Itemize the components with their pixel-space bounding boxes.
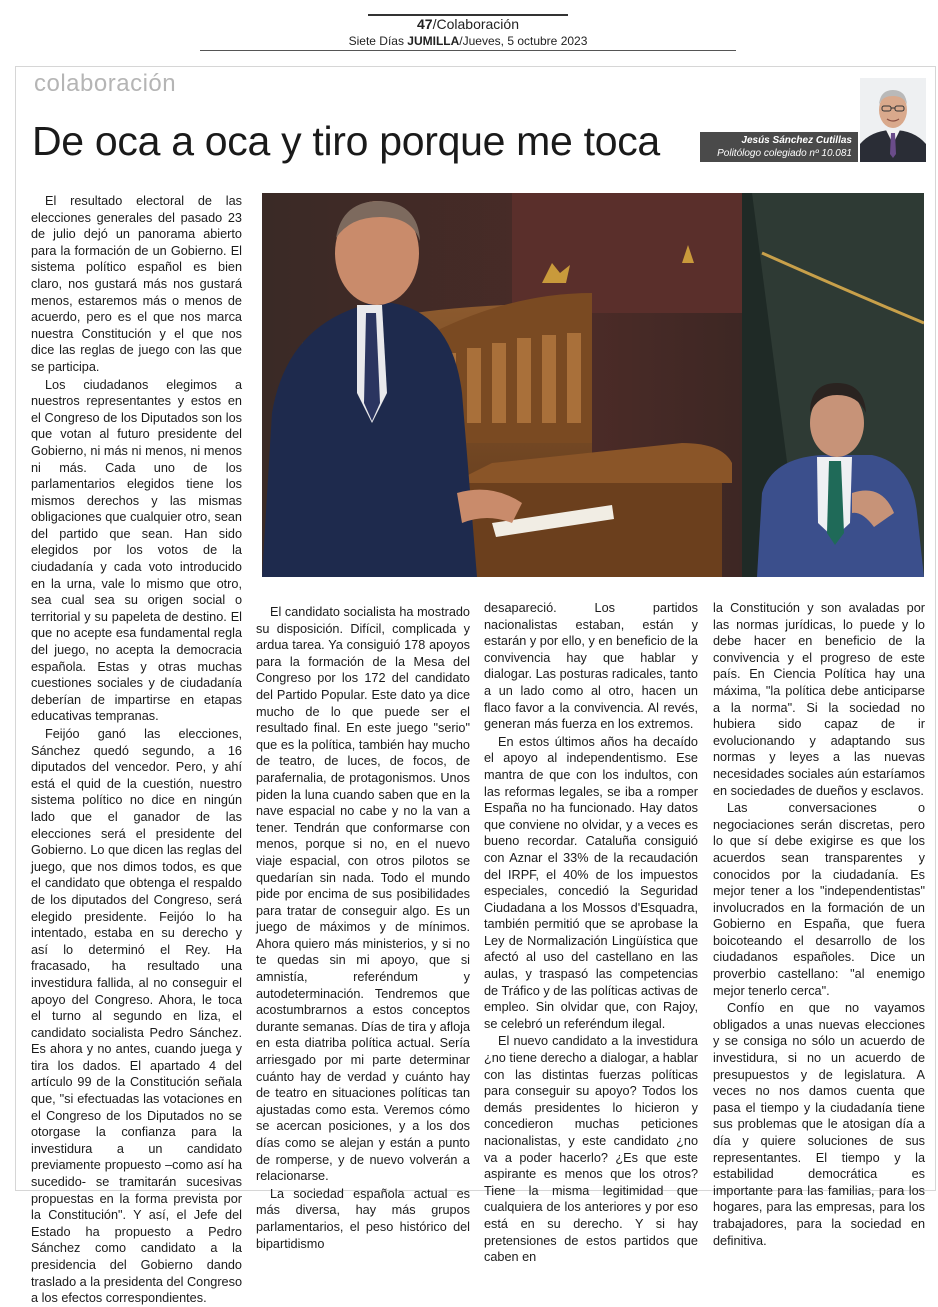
- section-name: /Colaboración: [432, 16, 519, 32]
- paragraph: la Constitución y son avaladas por las normas jurídicas, lo puede y lo debe hacer en beneficio de la convivencia y el progreso de este país. En Ciencia Política hay una máxima, "la política debe anticiparse a la norma". Si la sociedad no hubiera sido capaz de ir evolucionando y adaptando sus normas y leyes a las nuevas necesidades sociales aún estaríamos en sociedades de dueños y esclavos.: [713, 601, 925, 798]
- paragraph: En estos últimos años ha decaído el apoyo al independentismo. Ese mantra de que con los indultos, con las reformas legales, se iba a romper España no ha funcionado. Hay datos que conviene no olvidar, y a veces es bueno recordar. Cataluña consiguió con Aznar el 33% de la recaudación del IRPF, el 40% de los impuestos especiales, concedió la Seguridad Ciudadana a los Mossos d'Esquadra, también permitió que se aprobase la Ley de Normalización Lingüística que afectó al uso del castellano en las aulas, y traspasó las competencias de Tráfico y de las políticas activas de empleo. Sin olvidar que, con Rajoy, se celebró un referéndum ilegal.: [484, 734, 698, 1031]
- headline: De oca a oca y tiro porque me toca: [32, 118, 660, 164]
- paragraph: El resultado electoral de las elecciones generales del pasado 23 de julio dejó un panorama abierto para la formación de un Gobierno. El sistema político español es bien claro, nos gustará más nos gustará menos, estaremos más o menos de acuerdo, pero es el que nos marca nuestra Constitución y el que nos dice las reglas de juego con las que se participa.: [31, 194, 242, 374]
- article-column-4: [713, 600, 925, 1249]
- author-photo: [860, 78, 926, 162]
- page-number: 47: [417, 16, 433, 32]
- article-column-3: [484, 600, 698, 1266]
- author-box: [700, 132, 858, 162]
- paragraph: El nuevo candidato a la investidura ¿no tiene derecho a dialogar, a hablar con las distintas fuerzas políticas para conseguir su apoyo? Todos los demás presidentes lo hicieron y concedieron muchas peticiones nacionalistas, y este candidato ¿no va a poder hacerlo? ¿Es que este aspirante es menos que los otros? Tiene la misma legitimidad que cualquiera de los anteriores y por eso está en su derecho. Y si hay pretensiones de estos partidos que caben en: [484, 1034, 698, 1265]
- author-portrait: [860, 78, 926, 162]
- author-name: Jesús Sánchez Cutillas: [741, 135, 852, 146]
- paragraph: Feijóo ganó las elecciones, Sánchez quedó segundo, a 16 diputados del vencedor. Pero, y ahí está el quid de la cuestión, nuestro sistema político no dice en ningún lado que el ganador de las elecciones será el presidente del Gobierno. Lo que dicen las reglas del juego, que nos dimos todos, es que el candidato que obtenga el respaldo de los diputados del Congreso, será elegido presidente. Feijóo lo ha intentado, estaba en su derecho y así lo determinó el Rey. Ha fracasado, ha resultado una investidura fallida, al no conseguir el apoyo del Congreso. Ahora, le toca el turno al segundo en liza, el candidato socialista Pedro Sánchez. Es ahora y no antes, cuando juega y tira los dados. El apartado 4 del artículo 99 de la Constitución señala que, "si efectuadas las votaciones en el Congreso de los Diputados no se otorgase la confianza para la investidura a un candidato previamente propuesto –como así ha sucedido- se tramitarán sucesivas propuestas en la forma prevista por la Constitución". Y así, el Jefe del Estado ha propuesto a Pedro Sánchez como candidato a la presidencia del Gobierno dando traslado a la presidenta del Congreso a los efectos correspondientes.: [31, 727, 242, 1306]
- paragraph: Los ciudadanos elegimos a nuestros representantes y estos en el Congreso de los Diputados son los que votan al futuro presidente del Gobierno, ni más ni menos, ni menos ni más. Cada uno de los parlamentarios elegidos tiene los mismos derechos y las mismas obligaciones que cualquier otro, sean del partido que sean. Han sido elegidos por los votos de la ciudadanía y cada voto introducido en la urna, vale lo mismo que otro, sea cual sea su origen social o territorial y su papeleta de destino. El que no acepte esa fundamental regla del juego, no acepta la democracia española. Estas y otras muchas cuestiones sociales y de ciudadanía deberían de impartirse en etapas educativas tempranas.: [31, 377, 242, 724]
- page-header: [368, 16, 568, 32]
- article-photo: [262, 193, 924, 577]
- article-column-1: [31, 193, 242, 1307]
- publication-line: [200, 34, 736, 48]
- publication-prefix: Siete Días: [348, 34, 408, 48]
- section-label: colaboración: [34, 70, 177, 97]
- publication-date: /Jueves, 5 octubre 2023: [459, 34, 588, 48]
- paragraph: La sociedad española actual es más diversa, hay más grupos parlamentarios, el peso histórico del bipartidismo: [256, 1186, 470, 1251]
- author-role: Politólogo colegiado nº 10.081: [717, 148, 852, 159]
- article-column-2: [256, 604, 470, 1252]
- parliament-photo: [262, 193, 924, 577]
- paragraph: El candidato socialista ha mostrado su disposición. Difícil, complicada y ardua tarea. Ya consiguió 178 apoyos para la formación de la Mesa del Congreso por los 172 del candidato del Partido Popular. Este dato ya dice mucho de lo que puede ser el resultado final. En este juego "serio" que es la política, también hay mucho de teatro, de luces, de focos, de parafernalia, de protagonismos. Unos piden la luna cuando saben que en la nave espacial no cabe y no la van a tener. Tendrán que conformarse con menos, porque si no, en el nuevo viaje espacial, con otros pilotos se quedarían sin nada. Todo el mundo pide por encima de sus posibilidades para tratar de conseguir algo. Es un juego de máximos y de mínimos. Ahora quiero más ministerios, y si no te quedas sin mi apoyo, que si amnistía, referéndum y autodeterminación. Tendremos que acostumbrarnos a estos conceptos durante semanas. Días de tira y afloja en esta diatriba política actual. Sería arriesgado por mi parte determinar cuánto hay de verdad y cuánto hay de teatro en situaciones políticas tan ajustadas como esta. Veremos cómo se acercan posiciones, y a los dos días como se alejan y están a punto de romperse, y de nuevo volverán a relacionarse.: [256, 605, 470, 1184]
- header-rule-bottom: [200, 50, 736, 51]
- paragraph: Confío en que no vayamos obligados a unas nuevas elecciones y se consiga no sólo un acuerdo de investidura, si no un acuerdo de presupuestos y de legislatura. A veces no nos damos cuenta que pasa el tiempo y la ciudadanía tiene sus problemas que le atosigan día a día y quiere soluciones de sus representantes. El tiempo y la estabilidad democrática es importante para las familias, para los hogares, para las empresas, para los trabajadores, para la sociedad en definitiva.: [713, 1001, 925, 1248]
- paragraph: desapareció. Los partidos nacionalistas estaban, están y estarán y por ello, y en beneficio de la convivencia hay que hablar y dialogar. Las posturas radicales, tanto a un lado como al otro, hacen un flaco favor a la convivencia. Al revés, generan más fuerza en los extremos.: [484, 601, 698, 732]
- publication-name: JUMILLA: [407, 34, 460, 48]
- paragraph: Las conversaciones o negociaciones serán discretas, pero lo que sí debe exigirse es que los acuerdos sean transparentes y conocidos por la ciudadanía. Es mejor tener a los "independentistas" involucrados en la formación de un Gobierno en España, que fuera boicoteando el desarrollo de los ciudadanos españoles. Dice un proverbio castellano: "al enemigo mejor tenerlo cerca".: [713, 801, 925, 998]
